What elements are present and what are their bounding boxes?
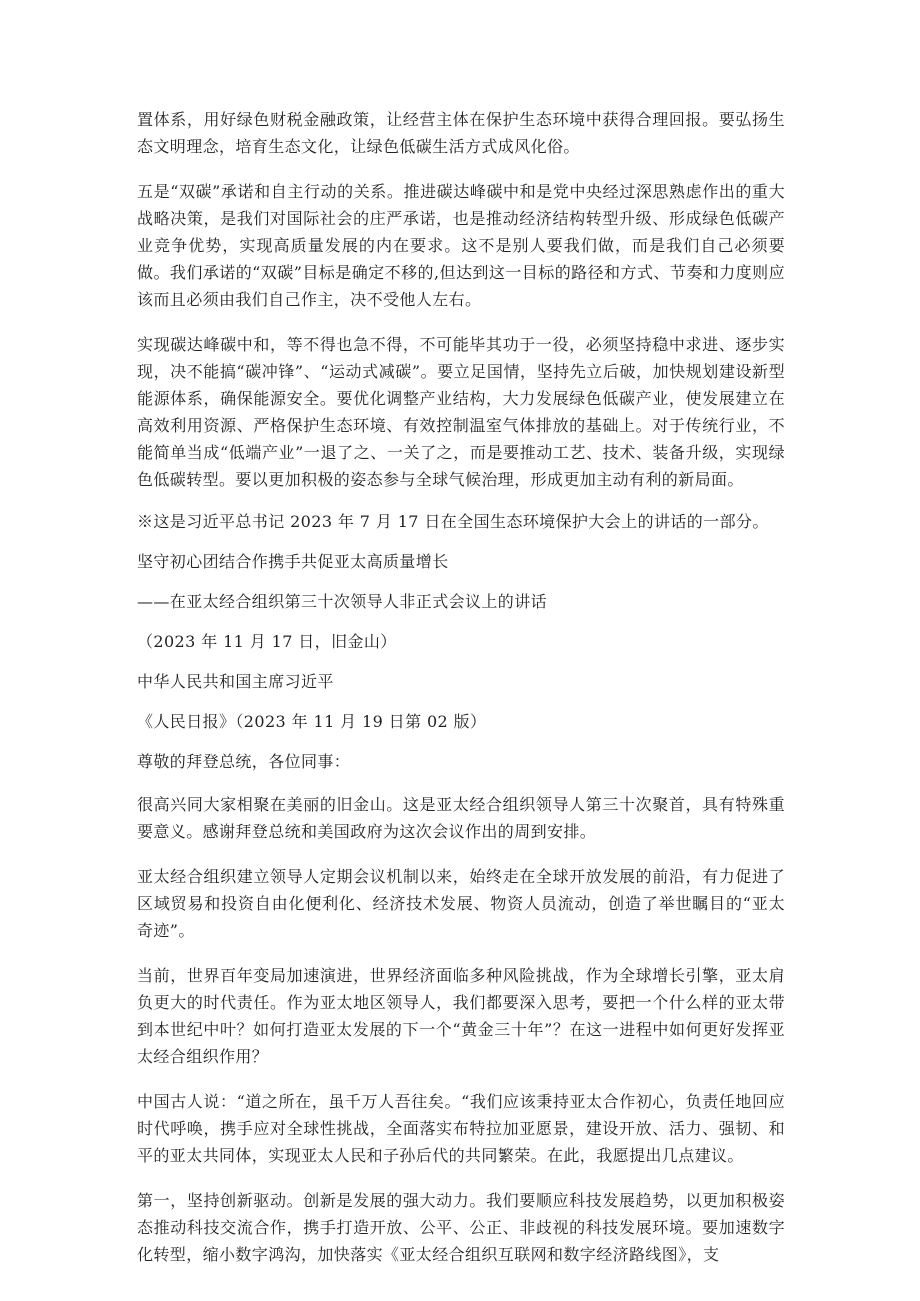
paragraph-green-finance: 置体系，用好绿色财税金融政策，让经营主体在保护生态环境中获得合理回报。要弘扬生态文明理念，培育生态文化，让绿色低碳生活方式成风化俗。 <box>137 110 785 156</box>
publication-source: 《人民日报》（2023 年 11 月 19 日第 02 版） <box>137 712 487 731</box>
speech-author: 中华人民共和国主席习近平 <box>137 672 334 691</box>
speech-greeting: 尊敬的拜登总统，各位同事： <box>137 752 351 771</box>
speech-date-location: （2023 年 11 月 17 日，旧金山） <box>137 632 397 651</box>
paragraph-ancient-saying: 中国古人说：“道之所在，虽千万人吾往矣。“我们应该秉持亚太合作初心，负责任地回应时代呼唤，携手应对全球性挑战，全面落实布特拉加亚愿景，建设开放、活力、强韧、和平的亚太共同体，实现亚太人民和子孙后代的共同繁荣。在此，我愿提出几点建议。 <box>137 1092 785 1165</box>
speech-source-note: ※这是习近平总书记 2023 年 7 月 17 日在全国生态环境保护大会上的讲话的一部分。 <box>137 512 769 531</box>
paragraph-san-francisco: 很高兴同大家相聚在美丽的旧金山。这是亚太经合组织领导人第三十次聚首，具有特殊重要意义。感谢拜登总统和美国政府为这次会议作出的周到安排。 <box>137 795 785 841</box>
paragraph-dual-carbon-commitment: 五是“双碳”承诺和自主行动的关系。推进碳达峰碳中和是党中央经过深思熟虑作出的重大战略决策，是我们对国际社会的庄严承诺，也是推动经济结构转型升级、形成绿色低碳产业竞争优势，实现高质量发展的内在要求。这不是别人要我们做，而是我们自己必须要做。我们承诺的“双碳”目标是确定不移的,但达到这一目标的路径和方式、节奏和力度则应该而且必须由我们自己作主，决不受他人左右。 <box>137 182 785 309</box>
paragraph-innovation-driven: 第一，坚持创新驱动。创新是发展的强大动力。我们要顺应科技发展趋势，以更加积极姿态推动科技交流合作，携手打造开放、公平、公正、非歧视的科技发展环境。要加速数字化转型，缩小数字鸿沟，加快落实《亚太经合组织互联网和数字经济路线图》，支 <box>137 1191 785 1264</box>
document-page <box>137 106 785 1286</box>
paragraph-apec-achievements: 亚太经合组织建立领导人定期会议机制以来，始终走在全球开放发展的前沿，有力促进了区域贸易和投资自由化便利化、经济技术发展、物资人员流动，创造了举世瞩目的“亚太奇迹”。 <box>137 867 785 940</box>
paragraph-carbon-peak-neutrality: 实现碳达峰碳中和，等不得也急不得，不可能毕其功于一役，必须坚持稳中求进、逐步实现，决不能搞“碳冲锋”、“运动式减碳”。要立足国情，坚持先立后破，加快规划建设新型能源体系，确保能源安全。要优化调整产业结构，大力发展绿色低碳产业，使发展建立在高效利用资源、严格保护生态环境、有效控制温室气体排放的基础上。对于传统行业，不能简单当成“低端产业”一退了之、一关了之，而是要推动工艺、技术、装备升级，实现绿色低碳转型。要以更加积极的姿态参与全球气候治理，形成更加主动有利的新局面。 <box>137 335 785 489</box>
speech-subtitle: ——在亚太经合组织第三十次领导人非正式会议上的讲话 <box>137 592 548 611</box>
paragraph-current-challenges: 当前，世界百年变局加速演进，世界经济面临多种风险挑战，作为全球增长引擎，亚太肩负更大的时代责任。作为亚太地区领导人，我们都要深入思考，要把一个什么样的亚太带到本世纪中叶？如何打造亚太发展的下一个“黄金三十年”？在这一进程中如何更好发挥亚太经合组织作用？ <box>137 966 785 1066</box>
speech-title: 坚守初心团结合作携手共促亚太高质量增长 <box>137 552 449 571</box>
